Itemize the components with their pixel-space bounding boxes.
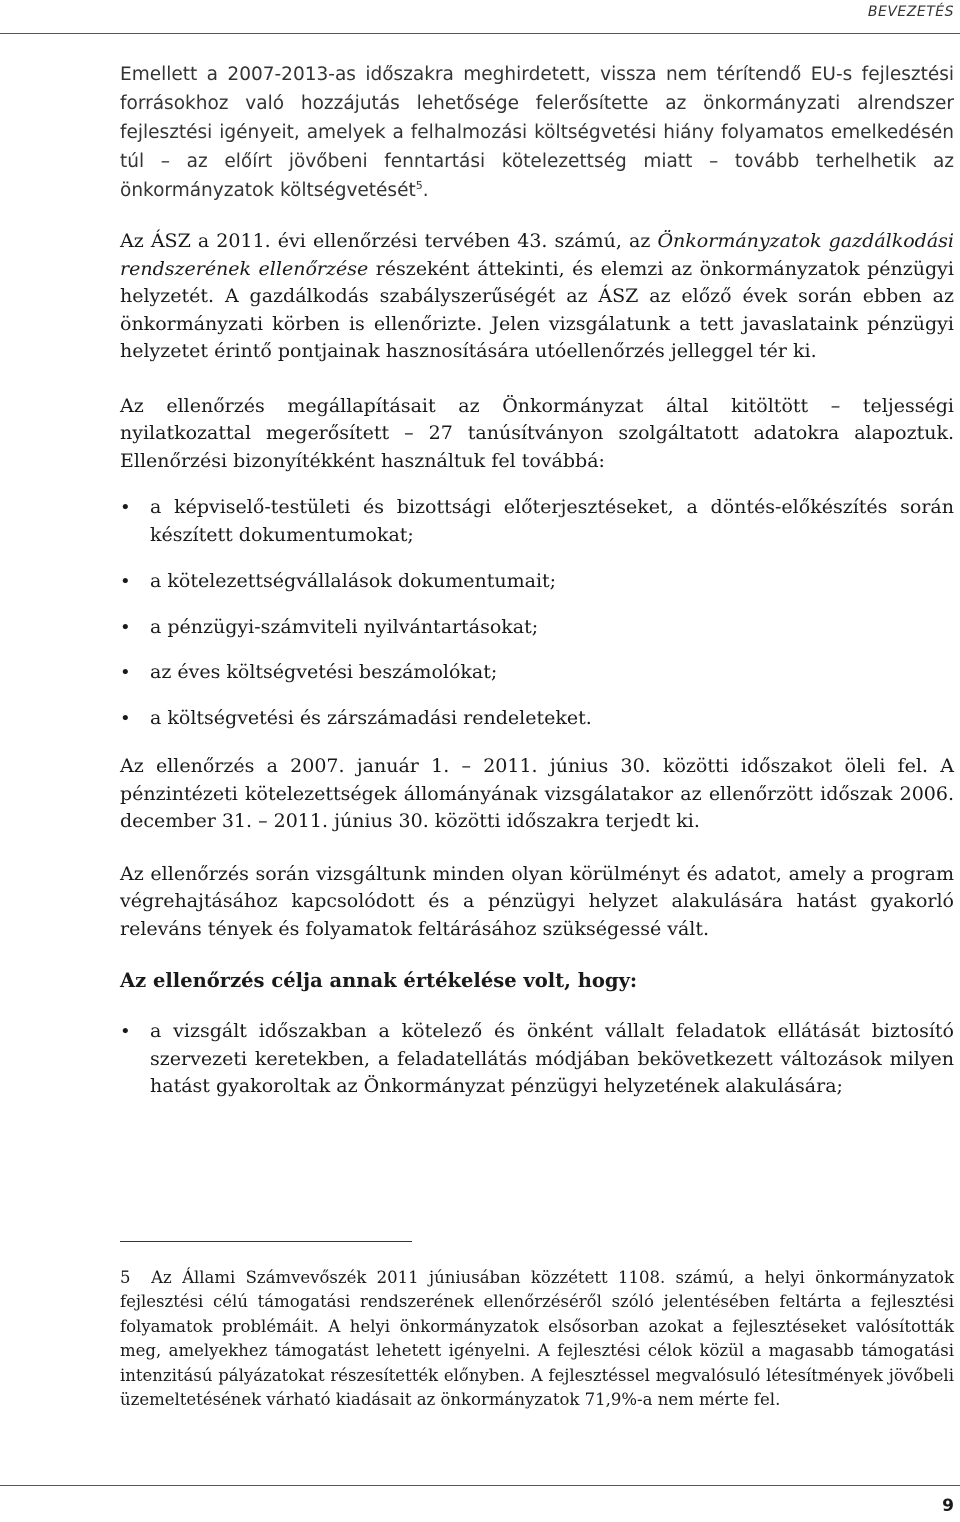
list-item: • a képviselő-testületi és bizottsági előterjesztéseket, a döntés-előkészítés során készített dokumentumokat; — [120, 494, 954, 549]
footnote — [120, 1266, 954, 1412]
paragraph-intro — [120, 60, 954, 205]
section-heading: Az ellenőrzés célja annak értékelése volt, hogy: — [120, 969, 638, 992]
evidence-list — [120, 494, 954, 732]
footnote-divider — [120, 1241, 412, 1242]
paragraph-intro-text: Emellett a 2007-2013-as időszakra meghirdetett, vissza nem térítendő EU-s fejlesztési forrásokhoz való hozzájutás lehetősége felerősítette az önkormányzati alrendszer fejlesztési igényeit, amelyek a felhalmozási költségvetési hiány folyamatos emelkedésén túl – az előírt jövőbeni fenntartási kötelezettség miatt – tovább terhelhetik az önkormányzatok költségvetését — [120, 64, 954, 201]
list-item: • a kötelezettségvállalások dokumentumait; — [120, 568, 954, 596]
list-item: • a pénzügyi-számviteli nyilvántartásokat; — [120, 614, 954, 642]
footnote-reference[interactable]: 5 — [415, 178, 423, 192]
paragraph-findings-basis: Az ellenőrzés megállapításait az Önkormányzat által kitöltött – teljességi nyilatkozattal megerősített – 27 tanúsítványon szolgáltatott adatokra alapoztuk. Ellenőrzési bizonyítékként használtuk fel továbbá: — [120, 394, 954, 472]
paragraph-period: Az ellenőrzés a 2007. január 1. – 2011. június 30. közötti időszakot öleli fel. A pénzintézeti kötelezettségek állományának vizsgálatakor az ellenőrzött időszak 2006. december 31. – 2011. június 30. közötti időszakra terjedt ki. — [120, 755, 954, 832]
goal-list — [120, 1018, 954, 1101]
audit-title-italic: Önkormányzatok gazdálkodási rendszerének ellenőrzése — [120, 230, 954, 280]
paragraph-audit-plan-end: részeként áttekinti, és elemzi az önkormányzatok pénzügyi helyzetét. A gazdálkodás szabályszerűségét az ÁSZ az előző évek során ebben az önkormányzati körben is ellenőrizte. Jelen vizsgálatunk a tett javaslataink pénzügyi helyzetet érintő pontjainak hasznosítására utóellenőrzés jelleggel tér ki. — [120, 257, 954, 362]
main-content — [120, 60, 954, 1101]
list-item: • az éves költségvetési beszámolókat; — [120, 659, 954, 687]
page-number: 9 — [942, 1496, 954, 1516]
footnote-text: Az Állami Számvevőszék 2011 júniusában közzétett 1108. számú, a helyi önkormányzatok fejlesztési célú támogatási rendszerének ellenőrzéséről szóló jelentésében feltárta a fejlesztési folyamatok problémáit. A helyi önkormányzatok elsősorban azokat a fejlesztéseket valósították meg, amelyekhez támogatást lehetett igényelni. A fejlesztési célok közül a magasabb támogatási intenzitású pályázatokat részesítették előnyben. A fejlesztéssel megvalósuló létesítmények jövőbeli üzemeltetésének várható kiadásait az önkormányzatok 71,9%-a nem mérte fel. — [120, 1268, 954, 1410]
paragraph-scope: Az ellenőrzés során vizsgáltunk minden olyan körülményt és adatot, amely a program végrehajtásához kapcsolódott és a pénzügyi helyzet alakulására hatást gyakorló releváns tények és folyamatok feltárásához szükségessé vált. — [120, 862, 954, 940]
footer-divider — [0, 1485, 960, 1486]
paragraph-intro-end: . — [422, 180, 429, 201]
footnote-number: 5 — [120, 1268, 131, 1287]
paragraph-audit-plan — [120, 228, 954, 366]
running-title: BEVEZETÉS — [867, 4, 954, 20]
paragraph-audit-plan-start: Az ÁSZ a 2011. évi ellenőrzési tervében 43. számú, az — [120, 230, 658, 252]
list-item: • a költségvetési és zárszámadási rendeleteket. — [120, 705, 954, 733]
header-divider — [0, 33, 960, 34]
list-item: • a vizsgált időszakban a kötelező és önként vállalt feladatok ellátását biztosító szervezeti keretekben, a feladatellátás módjában bekövetkezett változások milyen hatást gyakoroltak az Önkormányzat pénzügyi helyzetének alakulására; — [120, 1018, 954, 1101]
